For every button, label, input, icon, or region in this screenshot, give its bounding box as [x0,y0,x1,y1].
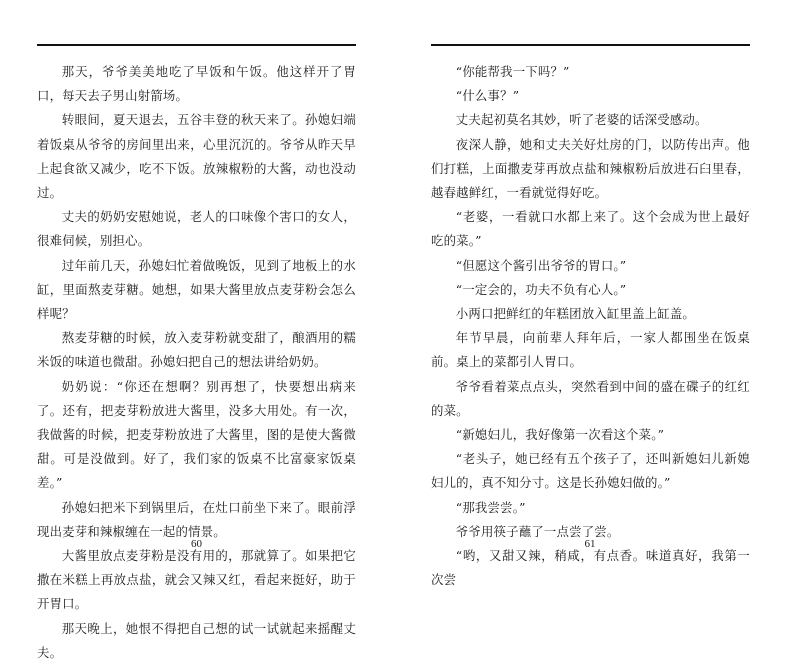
paragraph: 小两口把鲜红的年糕团放入缸里盖上缸盖。 [455,306,696,322]
paragraph: “新媳妇儿，我好像第一次看这个菜。” [455,427,665,443]
paragraph: 夜深人静，她和丈夫关好灶房的门，以防传出声。他们打糕，上面撒麦芽再放点盐和辣椒粉后放进石臼里春，越春越鲜红，一看就觉得好吃。 [431,136,750,201]
paragraph: 熬麦芽糖的时候，放入麦芽粉就变甜了，酿酒用的糯米饭的味道也微甜。孙媳妇把自己的想法讲给奶奶。 [37,330,356,370]
paragraph: “那我尝尝。” [455,499,526,515]
paragraph: 爷爷用筷子蘸了一点尝了尝。 [455,523,620,539]
paragraph: 年节早晨，向前辈人拜年后，一家人都围坐在饭桌前。桌上的菜都引人胃口。 [431,330,750,370]
paragraph: 过年前几天，孙媳妇忙着做晚饭，见到了地板上的水缸，里面熬麦芽糖。她想，如果大酱里放点麦芽粉会怎么样呢？ [37,257,356,322]
paragraph: 那天晚上，她恨不得把自己想的试一试就起来摇醒丈夫。 [37,620,356,660]
paragraph: “老头子，她已经有五个孩子了，还叫新媳妇儿新媳妇儿的，真不知分寸。这是长孙媳妇做的。” [431,451,750,491]
right-page-text [431,60,750,592]
paragraph: “你能帮我一下吗？” [455,64,570,79]
left-page-text [37,60,356,665]
left-page [0,0,393,660]
right-page [393,0,787,588]
header-rule [431,44,750,46]
paragraph: 大酱里放点麦芽粉是没有用的，那就算了。如果把它撒在米糕上再放点盐，就会又辣又红，看起来挺好，助于开胃口。 [37,548,356,612]
page-number: 60 [191,538,202,550]
header-rule [37,44,356,46]
paragraph: “什么事？” [455,88,520,104]
paragraph: “哟，又甜又辣，稍咸，有点香。味道真好，我第一次尝 [431,548,750,588]
paragraph: 那天，爷爷美美地吃了早饭和午饭。他这样开了胃口，每天去子男山射箭场。 [37,64,356,104]
paragraph: 孙媳妇把米下到锅里后，在灶口前坐下来了。眼前浮现出麦芽和辣椒缠在一起的情景。 [37,499,356,539]
paragraph: “老婆，一看就口水都上来了。这个会成为世上最好吃的菜。” [431,209,750,249]
paragraph: 丈夫起初莫名其妙，听了老婆的话深受感动。 [455,112,708,128]
paragraph: “但愿这个酱引出爷爷的胃口。” [455,257,627,273]
paragraph: 丈夫的奶奶安慰她说，老人的口味像个害口的女人，很难伺候，别担心。 [37,209,356,249]
page-number: 61 [584,538,596,550]
paragraph: 爷爷看着菜点点头，突然看到中间的盛在碟子的红红的菜。 [431,378,750,418]
paragraph: 转眼间，夏天退去，五谷丰登的秋天来了。孙媳妇端着饭桌从爷爷的房间里出来，心里沉沉的。爷爷从昨天早上起食欲又减少，吃不下饭。放辣椒粉的大酱，动也没动过。 [37,112,356,201]
paragraph: “一定会的，功夫不负有心人。” [455,281,627,297]
paragraph: 奶奶说：“你还在想啊？别再想了，快要想出病来了。还有，把麦芽粉放进大酱里，没多大用处。有一次，我做酱的时候，把麦芽粉放进了大酱里，图的是使大酱微甜。可是没做到。好了，我们家的饭桌不比富豪家饭桌差。” [37,378,356,491]
